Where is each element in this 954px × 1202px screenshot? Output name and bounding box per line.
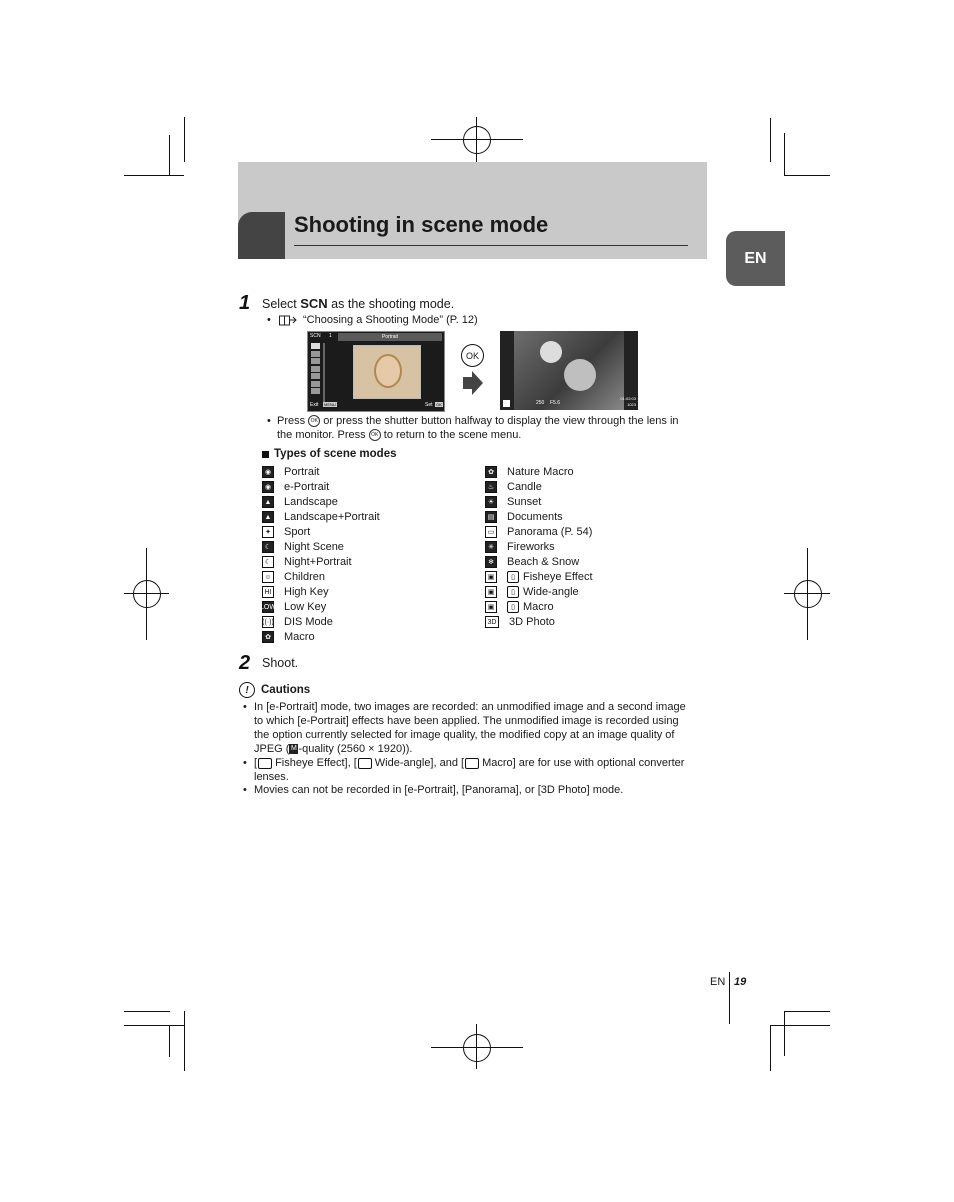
children-mode-icon: ☺ (262, 571, 274, 583)
caution-2-text: Wide-angle], and [ (374, 757, 465, 769)
scene-mode-item (485, 525, 592, 539)
lens-icon: ▯ (507, 601, 519, 613)
page-title: Shooting in scene mode (294, 212, 549, 237)
press-note-text: Press (277, 415, 306, 427)
types-heading-text: Types of scene modes (274, 448, 397, 460)
scene-mode-item (485, 615, 555, 629)
scene-mode-label: Fisheye Effect (523, 571, 593, 583)
scene-mode-item (262, 510, 380, 524)
scene-mode-label: Wide-angle (523, 586, 579, 598)
bullet: • (243, 757, 247, 769)
step-1-number: 1 (239, 292, 251, 314)
recording-time-readout: 01:02:03 (620, 396, 636, 401)
aperture-readout: F5.6 (550, 400, 561, 406)
menu-page-number: 1 (329, 333, 332, 339)
beach-snow-mode-icon: ❄ (485, 556, 497, 568)
bullet: • (243, 701, 247, 713)
low-key-mode-icon: LOW (262, 601, 274, 613)
scene-mode-label: Macro (523, 601, 554, 613)
menu-scn-tab: SCN (310, 333, 321, 339)
scene-mode-item (262, 570, 325, 584)
scene-mode-label: 3D Photo (509, 616, 555, 628)
scene-mode-label: Macro (284, 631, 315, 643)
scene-mode-label: Candle (507, 481, 542, 493)
night-portrait-mode-icon: ☾ (262, 556, 274, 568)
scene-mode-label: Beach & Snow (507, 556, 580, 568)
scene-mode-label: Panorama (P. 54) (507, 526, 593, 538)
fireworks-mode-icon: ✳ (485, 541, 497, 553)
page-number: 19 (734, 976, 747, 988)
scene-mode-item (485, 465, 574, 479)
scene-mode-item (262, 465, 319, 479)
step-1-reference (279, 313, 478, 327)
right-arrow-icon (463, 371, 483, 395)
portrait-mode-icon: ◉ (262, 466, 274, 478)
step-1-text-before: Select (262, 297, 297, 311)
caution-1-line: -quality (2560 × 1920)). (298, 743, 413, 755)
language-tab: EN (726, 231, 785, 286)
menu-set-label: Set (425, 402, 433, 408)
caution-2-text: Fisheye Effect], [ (275, 757, 357, 769)
square-bullet-icon (262, 451, 269, 458)
caution-3: Movies can not be recorded in [e-Portrait], [Panorama], or [3D Photo] mode. (254, 784, 624, 796)
macro-mode-icon: ✿ (262, 631, 274, 643)
lens-icon: ▯ (507, 586, 519, 598)
scene-mode-item (485, 585, 579, 599)
scene-mode-label: Portrait (284, 466, 320, 478)
landscape-portrait-mode-icon: ▲ (262, 511, 274, 523)
scene-mode-item (262, 540, 344, 554)
scene-mode-item (262, 525, 310, 539)
ok-button-icon: OK (369, 429, 381, 441)
live-view-photo (514, 331, 624, 410)
scene-mode-item (262, 555, 352, 569)
live-view-screen (500, 331, 638, 410)
scene-mode-item (485, 480, 542, 494)
scene-mode-label: Low Key (284, 601, 327, 613)
types-heading (262, 448, 397, 460)
caution-1-line: JPEG ( (254, 743, 290, 755)
converter-lens-icon: ▣ (485, 586, 497, 598)
documents-mode-icon: ▤ (485, 511, 497, 523)
scene-mode-label: Landscape (284, 496, 338, 508)
menu-set-key: OK (436, 402, 442, 407)
3d-photo-mode-icon: 3D (485, 616, 499, 628)
step-2-number: 2 (239, 652, 251, 674)
caution-2-text: lenses. (254, 771, 289, 783)
dis-mode-icon: ((·)) (262, 616, 274, 628)
menu-icon-column (311, 343, 320, 403)
lens-icon (465, 758, 479, 769)
caution-1-line: to which [e-Portrait] effects have been applied. The unmodified image is recorded using (254, 715, 679, 727)
step-1-text (262, 296, 454, 311)
scene-mode-label: Fireworks (507, 541, 555, 553)
scene-mode-label: Nature Macro (507, 466, 574, 478)
bullet: • (243, 784, 247, 796)
lens-icon (258, 758, 272, 769)
shutter-speed-readout: 250 (536, 400, 545, 406)
press-note-text: or press the shutter button halfway to display the view through the lens in (323, 415, 679, 427)
shots-remaining-readout: 1023 (627, 402, 636, 407)
night-scene-mode-icon: ☾ (262, 541, 274, 553)
scene-mode-label: Children (284, 571, 325, 583)
step-1-text-after: as the shooting mode. (331, 297, 455, 311)
scene-mode-label: Sunset (507, 496, 542, 508)
scene-mode-item (485, 540, 555, 554)
lens-icon: ▯ (507, 571, 519, 583)
caution-1-line: the option currently selected for image quality, the modified copy at an image quality of (254, 729, 675, 741)
ok-button-icon: OK (461, 344, 484, 367)
landscape-mode-icon: ▲ (262, 496, 274, 508)
caution-1 (254, 700, 700, 756)
scene-mode-label: Night Scene (284, 541, 344, 553)
menu-exit-key: MENU (324, 402, 336, 407)
scene-mode-item (485, 570, 593, 584)
sunset-mode-icon: ☀ (485, 496, 497, 508)
portrait-mode-icon (503, 400, 510, 407)
sport-mode-icon: ✦ (262, 526, 274, 538)
nature-macro-mode-icon: ✿ (485, 466, 497, 478)
high-key-mode-icon: HI (262, 586, 274, 598)
portrait-sample-image (353, 345, 421, 399)
camera-scene-menu-screen (307, 331, 445, 412)
scene-mode-item (485, 510, 563, 524)
scene-mode-item (485, 495, 541, 509)
m-quality-icon: M (291, 745, 297, 753)
scene-mode-label: e-Portrait (284, 481, 330, 493)
scene-mode-label: Documents (507, 511, 563, 523)
converter-lens-icon: ▣ (485, 571, 497, 583)
menu-selected-label: Portrait (338, 333, 442, 341)
scene-mode-item (485, 555, 579, 569)
menu-scrollbar (323, 343, 325, 403)
candle-mode-icon: ♨ (485, 481, 497, 493)
scene-mode-item (262, 585, 329, 599)
scene-mode-item (262, 495, 338, 509)
cautions-heading: Cautions (261, 684, 311, 696)
title-tab-marker (238, 212, 285, 259)
scene-mode-item (262, 600, 326, 614)
scene-mode-label: High Key (284, 586, 329, 598)
menu-exit-label: Exit (310, 402, 319, 408)
footer-divider (729, 972, 730, 1024)
press-note-text: to return to the scene menu. (383, 429, 522, 441)
book-reference-icon (279, 315, 297, 326)
scene-mode-label: Landscape+Portrait (284, 511, 380, 523)
reference-text: “Choosing a Shooting Mode” (P. 12) (303, 314, 478, 326)
footer-language: EN (710, 976, 726, 988)
press-note (277, 414, 697, 442)
panorama-mode-icon: ▭ (485, 526, 497, 538)
lens-icon (358, 758, 372, 769)
scene-mode-item (262, 480, 329, 494)
bullet: • (267, 415, 271, 427)
converter-lens-icon: ▣ (485, 601, 497, 613)
scene-mode-label: Sport (284, 526, 311, 538)
step-2-text: Shoot. (262, 656, 299, 670)
scene-mode-item (485, 600, 554, 614)
bullet: • (267, 314, 271, 326)
caution-1-line: In [e-Portrait] mode, two images are recorded: an unmodified image and a second image (254, 701, 686, 713)
scene-mode-label: Night+Portrait (284, 556, 352, 568)
press-note-text: the monitor. Press (277, 429, 366, 441)
scn-mode-label: SCN (300, 296, 328, 311)
ok-button-icon: OK (308, 415, 320, 427)
e-portrait-mode-icon: ◉ (262, 481, 274, 493)
title-underline (294, 245, 688, 246)
scene-mode-label: DIS Mode (284, 616, 333, 628)
caution-2 (254, 756, 700, 784)
caution-2-text: Macro] are for use with optional converter (482, 757, 685, 769)
scene-mode-item (262, 630, 315, 644)
caution-icon: ! (239, 682, 255, 698)
caution-2-text: [ (254, 757, 258, 769)
scene-mode-item (262, 615, 333, 629)
